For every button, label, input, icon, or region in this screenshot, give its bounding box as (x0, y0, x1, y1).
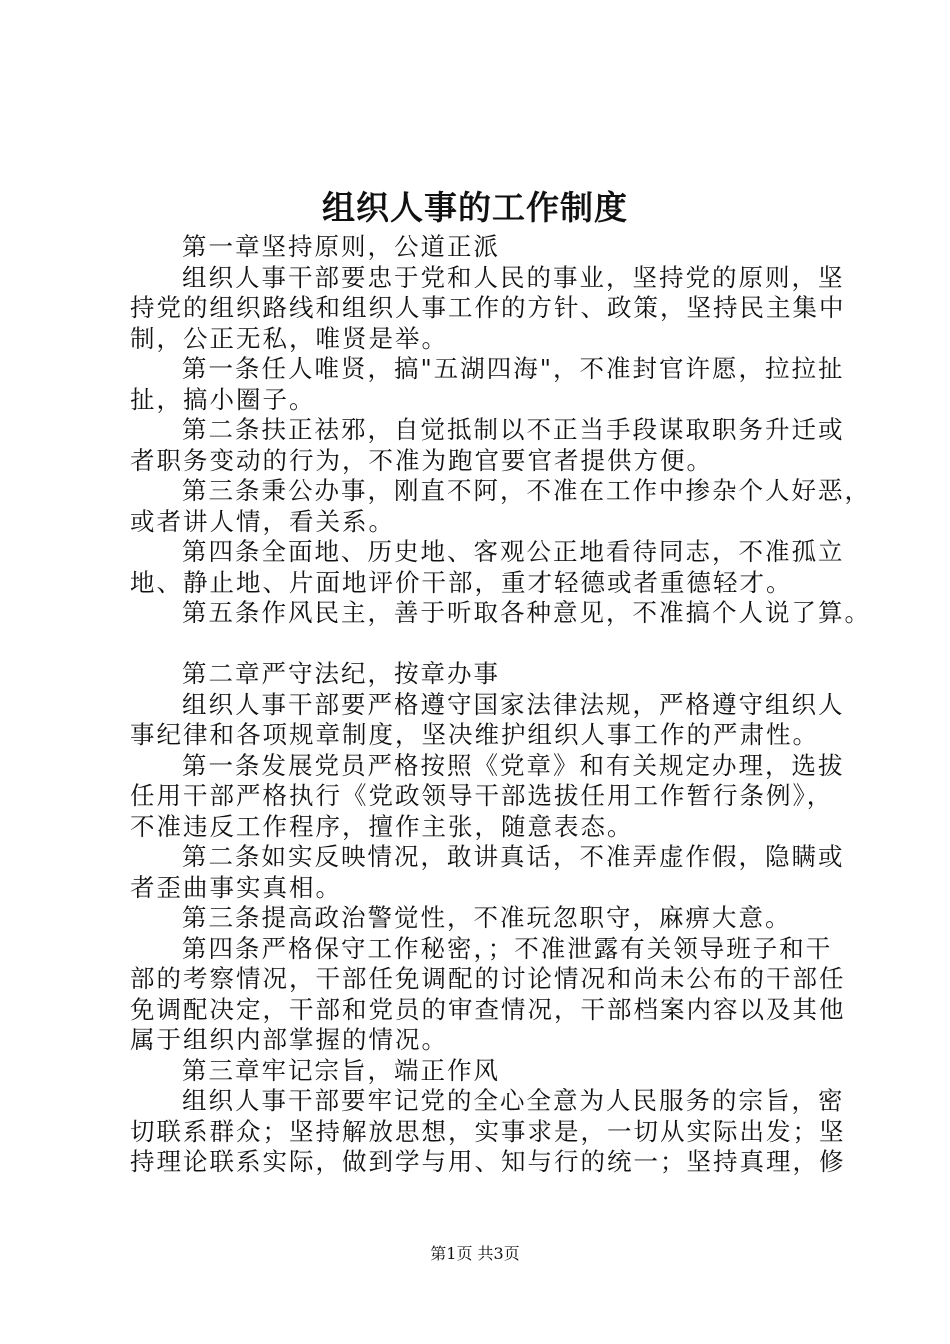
paragraph-line: 第一条任人唯贤，搞"五湖四海"，不准封官许愿，拉拉扯 (182, 354, 845, 383)
document-body (130, 232, 871, 1178)
document-title: 组织人事的工作制度 (322, 188, 628, 227)
paragraph-line: 组织人事干部要牢记党的全心全意为人民服务的宗旨，密 (182, 1086, 845, 1115)
paragraph-line: 第三条提高政治警觉性，不准玩忽职守，麻痹大意。 (182, 903, 792, 932)
paragraph-line: 事纪律和各项规章制度，坚决维护组织人事工作的严肃性。 (130, 720, 819, 749)
paragraph-line: 制，公正无私，唯贤是举。 (130, 323, 448, 353)
paragraph-line: 扯，搞小圈子。 (130, 384, 316, 414)
blank-line (130, 629, 850, 660)
paragraph-line: 组织人事干部要忠于党和人民的事业，坚持党的原则，坚 (182, 262, 845, 292)
paragraph-line: 组织人事干部要严格遵守国家法律法规，严格遵守组织人 (182, 689, 845, 719)
paragraph-line: 第二条如实反映情况，敢讲真话，不准弄虚作假，隐瞒或 (182, 842, 845, 871)
paragraph-line: 不准违反工作程序，擅作主张，随意表态。 (130, 811, 634, 841)
paragraph-line: 第一章坚持原则，公道正派 (182, 232, 500, 261)
paragraph-line: 者职务变动的行为，不准为跑官要官者提供方便。 (130, 445, 713, 475)
paragraph-line: 第五条作风民主，善于听取各种意见，不准搞个人说了算。 (182, 598, 871, 627)
paragraph-line: 第四条严格保守工作秘密，；不准泄露有关领导班子和干 (182, 933, 833, 963)
paragraph-line: 任用干部严格执行《党政领导干部选拔任用工作暂行条例》， (130, 781, 834, 810)
paragraph-line: 属于组织内部掌握的情况。 (130, 1025, 448, 1054)
paragraph-line: 第三条秉公办事，刚直不阿，不准在工作中掺杂个人好恶， (182, 476, 871, 505)
paragraph-line: 免调配决定，干部和党员的审查情况，干部档案内容以及其他 (130, 994, 846, 1024)
paragraph-line: 者歪曲事实真相。 (130, 872, 342, 902)
paragraph-line: 部的考察情况，干部任免调配的讨论情况和尚未公布的干部任 (130, 964, 846, 993)
paragraph-line: 切联系群众；坚持解放思想，实事求是，一切从实际出发；坚 (130, 1116, 846, 1146)
paragraph-line: 持理论联系实际，做到学与用、知与行的统一；坚持真理，修 (130, 1147, 846, 1176)
paragraph-line: 或者讲人情，看关系。 (130, 506, 395, 536)
paragraph-line: 持党的组织路线和组织人事工作的方针、政策，坚持民主集中 (130, 293, 846, 322)
paragraph-line: 第一条发展党员严格按照《党章》和有关规定办理，选拔 (182, 750, 845, 780)
page-footer: 第1页 共3页 (430, 1244, 520, 1263)
paragraph-line: 地、静止地、片面地评价干部，重才轻德或者重德轻才。 (130, 567, 793, 597)
paragraph-line: 第二条扶正祛邪，自觉抵制以不正当手段谋取职务升迁或 (182, 415, 845, 444)
paragraph-line: 第二章严守法纪，按章办事 (182, 659, 500, 688)
paragraph-line: 第四条全面地、历史地、客观公正地看待同志，不准孤立 (182, 537, 845, 566)
paragraph-line: 第三章牢记宗旨，端正作风 (182, 1055, 500, 1085)
